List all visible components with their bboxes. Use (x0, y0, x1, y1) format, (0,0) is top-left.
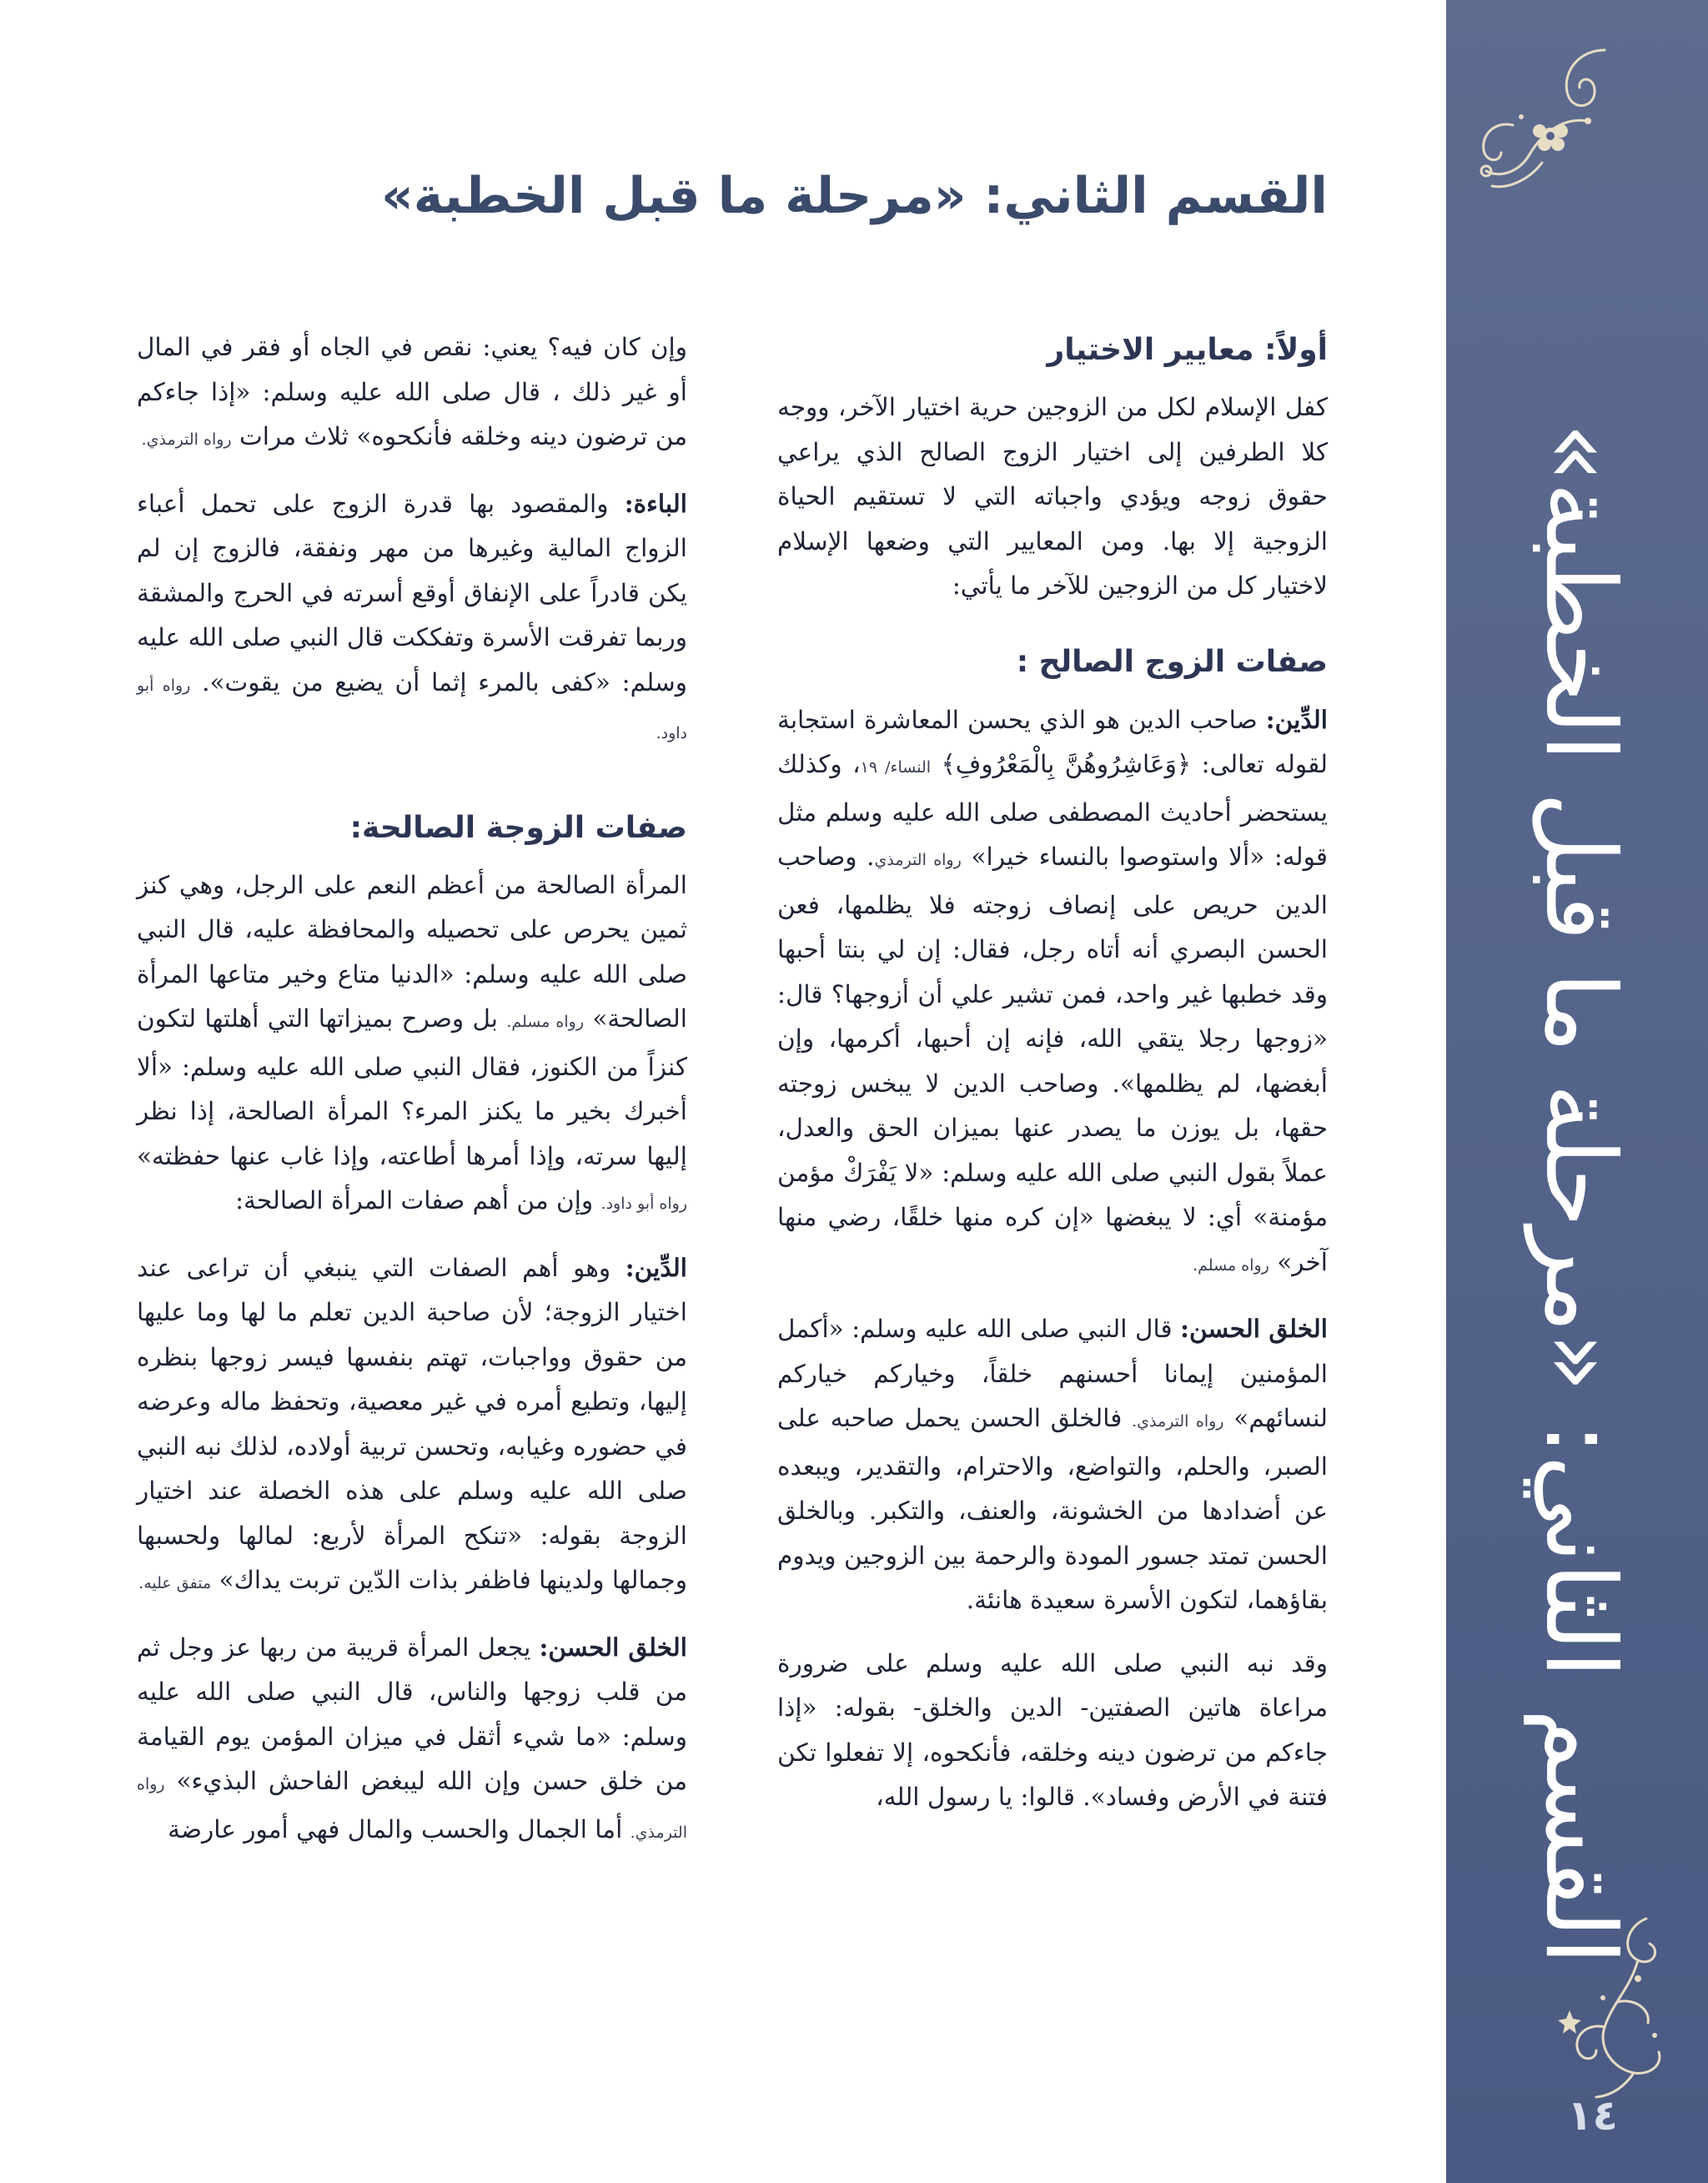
citation: متفق عليه. (138, 1574, 212, 1592)
wife-character-lead: الخلق الحسن: (539, 1632, 687, 1662)
wife-text-3: وإن من أهم صفات المرأة الصالحة: (235, 1186, 601, 1215)
wife-text-2: بل وصرح بميزاتها التي أهلتها لتكون كنزاً من الكنوز، فقال النبي صلى الله عليه وسلم: «ألا أخبرك بخير ما يكنز المرء؟ المرأة الصالحة، إذا نظر إليها سرته، وإذا أمرها أطاعته، وإذا غاب عنها حفظته» (137, 1004, 687, 1170)
wife-religion-lead: الدِّين: (625, 1252, 687, 1282)
citation: رواه الترمذي (874, 851, 962, 869)
character-text-1: قال النبي صلى الله عليه وسلم: «أكمل المؤمنين إيمانا أحسنهم خلقاً، وخياركم خياركم لنسائهم» (777, 1315, 1328, 1432)
baah-lead: الباءة: (624, 488, 687, 518)
closing-text: وقد نبه النبي صلى الله عليه وسلم على ضرورة مراعاة هاتين الصفتين- الدين والخلق- بقوله: «إذا جاءكم من ترضون دينه وخلقه، فأنكحوه، إلا تفعلوا تكن فتنة في الأرض وفساد». قالوا: يا رسول الله، (777, 1648, 1328, 1811)
citation: رواه مسلم. (506, 1013, 585, 1031)
citation: رواه أبو داود. (600, 1195, 687, 1213)
page-number: ١٤ (1566, 2091, 1618, 2140)
citation: النساء/ ١٩ (860, 758, 932, 777)
husband-character-paragraph (777, 1306, 1328, 1623)
right-text-column (777, 325, 1328, 1838)
wife-text-1: المرأة الصالحة من أعظم النعم على الرجل، وهي كنز ثمين يحرص على تحصيله والمحافظة عليه، قال النبي صلى الله عليه وسلم: «الدنيا متاع وخير متاعها المرأة الصالحة» (137, 870, 687, 1033)
floral-ornament-bottom-icon (1555, 1910, 1680, 2102)
wife-character-paragraph (137, 1625, 687, 1856)
citation: رواه أبو داود. (137, 676, 687, 742)
intro-text: كفل الإسلام لكل من الزوجين حرية اختيار الآخر، ووجه كلا الطرفين إلى اختيار الزوج الصالح الذي يراعي حقوق زوجه ويؤدي واجباته التي لا تستقيم الحياة الزوجية إلا بها. ومن المعايير التي وضعها الإسلام لاختيار كل من الزوجين للآخر ما يأتي: (777, 393, 1328, 600)
wife-religion-paragraph (137, 1245, 687, 1607)
religion-text-3: . وصاحب الدين حريص على إنصاف زوجته فلا يظلمها، فعن الحسن البصري أنه أتاه رجل، فقال: إن لي بنتا أحبها وقد خطبها غير واحد، فمن تشير علي أن أزوجها؟ قال: «زوجها رجلا يتقي الله، فإنه إن أحبها، أكرمها، وإن أبغضها، لم يظلمها». وصاحب الدين لا يبخس زوجته حقها، بل يوزن ما يصدر عنها بميزان الحق والعدل، عملاً بقول النبي صلى الله عليه وسلم: «لا يَفْرَكْ مؤمن مؤمنة» أي: لا يبغضها «إن كره منها خلقًا، رضي منها آخر» (777, 843, 1328, 1276)
wife-religion-text: وهو أهم الصفات التي ينبغي أن تراعى عند اختيار الزوجة؛ لأن صاحبة الدين تعلم ما لها وما عليها من حقوق وواجبات، تهتم بنفسها فيسر زوجها بنظره إليها، وتطيع أمره في غير معصية، وتحفظ ماله وعرضه في حضوره وغيابه، وتحسن تربية أولاده، لذلك نبه النبي صلى الله عليه وسلم على هذه الخصلة عند اختيار الزوجة بقوله: «تنكح المرأة لأربع: لمالها ولحسبها وجمالها ولدينها فاظفر بذات الدّين تربت يداك» (137, 1253, 687, 1594)
religion-text-1: صاحب الدين هو الذي يحسن المعاشرة استجابة لقوله تعالى: ﴿وَعَاشِرُوهُنَّ بِالْمَعْرُوفِ﴾ (777, 705, 1328, 778)
wife-character-text-1: يجعل المرأة قريبة من ربها عز وجل ثم من قلب زوجها والناس، قال النبي صلى الله عليه وسلم: «ما شيء أثقل في ميزان المؤمن يوم القيامة من خلق حسن وإن الله ليبغض الفاحش البذيء» (137, 1632, 687, 1795)
continuation-paragraph (137, 325, 687, 463)
floral-ornament-top-icon (1463, 38, 1613, 196)
closing-paragraph (777, 1642, 1328, 1820)
citation: رواه الترمذي. (1132, 1412, 1224, 1431)
husband-religion-paragraph (777, 697, 1328, 1289)
citation: رواه الترمذي. (141, 430, 232, 449)
wife-character-text-2: أما الجمال والحسب والمال فهي أمور عارضة (168, 1814, 630, 1843)
section-heading-criteria: أولاً: معايير الاختيار (1047, 333, 1328, 367)
character-lead: الخلق الحسن: (1180, 1314, 1328, 1343)
criteria-intro-paragraph (777, 385, 1328, 609)
character-text-2: فالخلق الحسن يحمل صاحبه على الصبر، والحلم، والتواضع، والاحترام، والتقدير، ويبعده عن أضدادها من الخشونة، والعنف، والتكبر. وبالخلق الحسن تمتد جسور المودة والرحمة بين الزوجين ويدوم بقاؤهما، لتكون الأسرة سعيدة هانئة. (777, 1404, 1328, 1614)
baah-text: والمقصود بها قدرة الزوج على تحمل أعباء الزواج المالية وغيرها من مهر ونفقة، فالزوج إن لم يكن قادراً على الإنفاق أوقع أسرته في الحرج والمشقة وربما تفرقت الأسرة وتفككت قال النبي صلى الله عليه وسلم: «كفى بالمرء إثما أن يضيع من يقوت». (137, 489, 687, 697)
citation: رواه الترمذي. (137, 1775, 687, 1842)
page-title: القسم الثاني: «مرحلة ما قبل الخطبة» (381, 167, 1328, 225)
section-heading-husband-traits: صفات الزوج الصالح : (1016, 644, 1328, 679)
religion-lead: الدِّين: (1265, 704, 1328, 734)
religion-text-2: ، وكذلك يستحضر أحاديث المصطفى صلى الله عليه وسلم مثل قوله: «ألا واستوصوا بالنساء خيرا» (777, 750, 1329, 871)
section-heading-wife-traits: صفات الزوجة الصالحة: (349, 810, 687, 845)
wife-intro-paragraph (137, 863, 687, 1227)
citation: رواه مسلم. (1193, 1255, 1269, 1275)
left-text-column (137, 325, 687, 1874)
sidebar-band (1446, 0, 1708, 2183)
continuation-text: وإن كان فيه؟ يعني: نقص في الجاه أو فقر في المال أو غير ذلك ، قال صلى الله عليه وسلم: «إذا جاءكم من ترضون دينه وخلقه فأنكحوه» ثلاث مرات (137, 333, 687, 450)
baah-paragraph (137, 481, 687, 757)
sidebar-vertical-title: القسم الثاني: «مرحلة ما قبل الخطبة» (1524, 422, 1636, 1964)
